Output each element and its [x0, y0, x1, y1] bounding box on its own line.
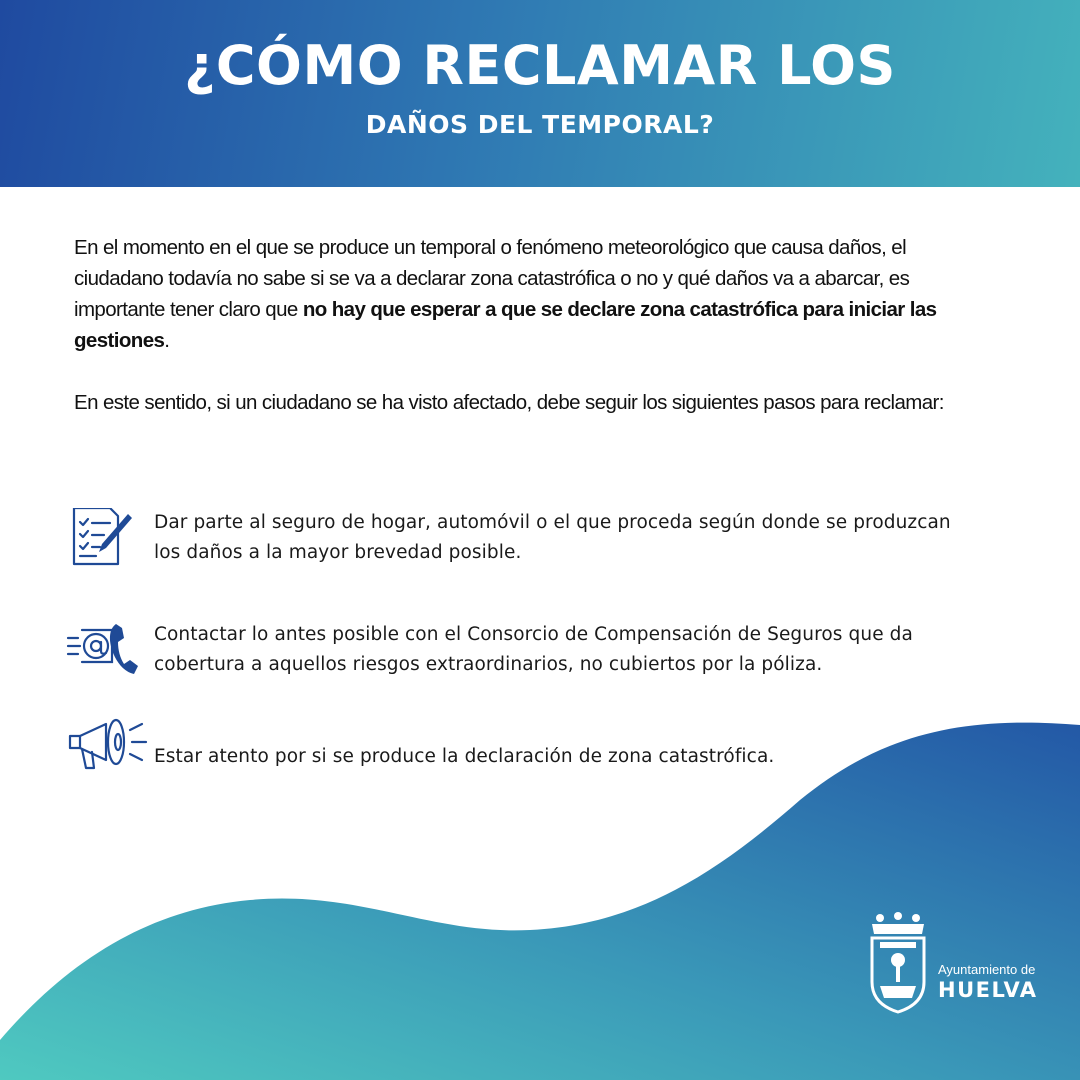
city-crest-icon: [866, 912, 930, 1016]
page-subtitle: DAÑOS DEL TEMPORAL?: [365, 110, 715, 139]
step-text-2: Contactar lo antes posible con el Consorcio de Compensación de Seguros que da cobertura a aquellos riesgos extraordinarios, no cubiertos por la póliza.: [154, 624, 913, 675]
document-pen-icon: [66, 508, 136, 568]
step-text-1: Dar parte al seguro de hogar, automóvil o el que proceda según donde se produzcan los daños a la mayor brevedad posible.: [154, 512, 951, 563]
intro-paragraph-1: En el momento en el que se produce un temporal o fenómeno meteorológico que causa daños, el ciudadano todavía no sabe si se va a declarar zona catastrófica o no y qué daños va a abarcar, es importante tener claro que no hay que esperar a que se declare zona catastrófica para iniciar las gestiones.: [74, 236, 937, 352]
logo-big-text: HUELVA: [938, 978, 1038, 1002]
header-banner: [0, 0, 1080, 187]
step-text-3: Estar atento por si se produce la declaración de zona catastrófica.: [154, 746, 775, 767]
ayuntamiento-huelva-logo: [866, 912, 1056, 1022]
intro-paragraph-2: En este sentido, si un ciudadano se ha visto afectado, debe seguir los siguientes pasos para reclamar:: [74, 391, 944, 414]
logo-small-text: Ayuntamiento de: [938, 962, 1036, 977]
megaphone-icon: [66, 716, 148, 772]
intro-bold-text: no hay que esperar a que se declare zona catastrófica para iniciar las gestiones: [74, 298, 937, 352]
intro-text: [74, 232, 994, 418]
page-title: ¿CÓMO RECLAMAR LOS: [184, 34, 896, 97]
email-phone-icon: [66, 620, 142, 680]
